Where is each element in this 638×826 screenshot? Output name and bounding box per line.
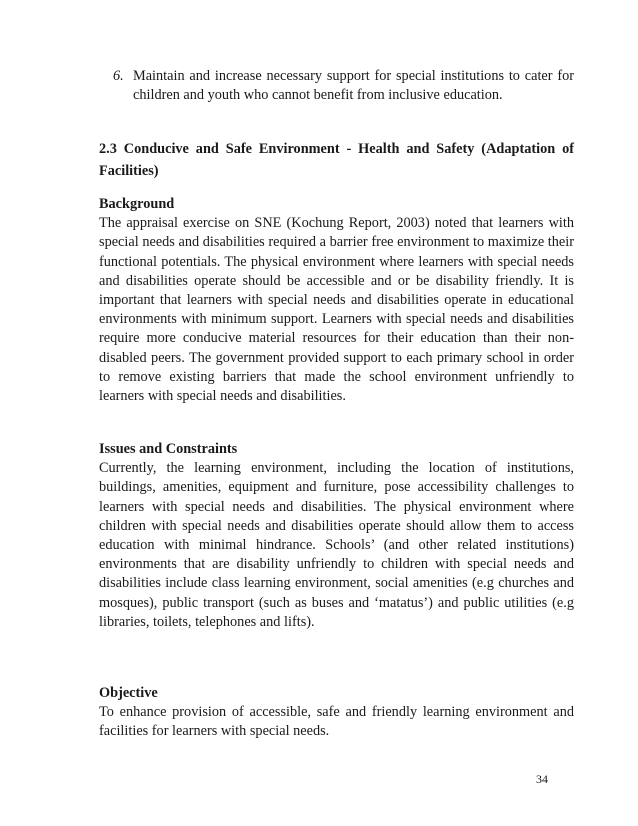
background-heading: Background (99, 196, 175, 212)
issues-section (99, 440, 574, 632)
background-section (99, 195, 574, 406)
numbered-list-item (113, 67, 574, 105)
background-paragraph: The appraisal exercise on SNE (Kochung Report, 2003) noted that learners with special needs and disabilities required a barrier free environment to maximize their functional potentials. The physical environment where learners with special needs and disabilities operate should be accessible and or be disability friendly. It is important that learners with special needs and disabilities operate in educational environments with minimum support. Learners with special needs and disabilities require more conducive material resources for their education than their non-disabled peers. The government provided support to each primary school in order to remove existing barriers that made the school environment unfriendly to learners with special needs and disabilities. (99, 215, 574, 405)
page-number: 34 (536, 772, 548, 786)
section-heading: 2.3 Conducive and Safe Environment - Health and Safety (Adaptation of Facilities) (99, 141, 574, 179)
objective-paragraph: To enhance provision of accessible, safe and friendly learning environment and facilities for learners with special needs. (99, 704, 574, 740)
issues-paragraph: Currently, the learning environment, including the location of institutions, buildings, amenities, equipment and furniture, pose accessibility challenges to learners with special needs and disabilities. The physical environment where children with special needs and disabilities operate should allow them to access education with minimal hindrance. Schools’ (and other related institutions) environments that are disability unfriendly to children with special needs and disabilities include class learning environment, social amenities (e.g churches and mosques), public transport (such as buses and ‘matatus’) and public utilities (e.g libraries, toilets, telephones and lifts). (99, 460, 574, 630)
list-item-text: Maintain and increase necessary support for special institutions to cater for children and youth who cannot benefit from inclusive education. (133, 68, 574, 103)
list-item-number: 6. (113, 68, 124, 84)
objective-section (99, 684, 574, 742)
objective-heading: Objective (99, 685, 158, 701)
issues-heading: Issues and Constraints (99, 441, 238, 457)
